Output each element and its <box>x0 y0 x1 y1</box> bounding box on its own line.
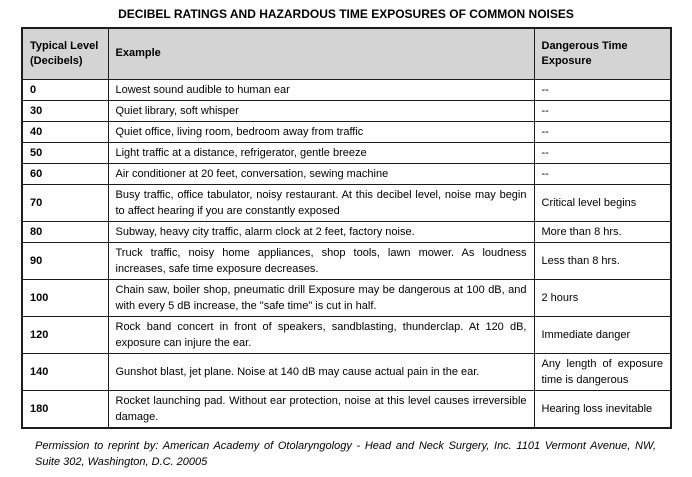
table-row <box>22 353 671 390</box>
table-row <box>22 184 671 221</box>
table-row <box>22 390 671 428</box>
example-value: Rock band concert in front of speakers, sandblasting, thunderclap. At 120 dB, exposure can injure the ear. <box>108 316 534 353</box>
level-value: 180 <box>22 390 108 428</box>
table-row <box>22 142 671 163</box>
level-value: 70 <box>22 184 108 221</box>
level-value: 90 <box>22 242 108 279</box>
example-value: Busy traffic, office tabulator, noisy restaurant. At this decibel level, noise may begin to affect hearing if you are constantly exposed <box>108 184 534 221</box>
example-value: Gunshot blast, jet plane. Noise at 140 dB may cause actual pain in the ear. <box>108 353 534 390</box>
level-value: 140 <box>22 353 108 390</box>
table-row <box>22 221 671 242</box>
example-value: Chain saw, boiler shop, pneumatic drill Exposure may be dangerous at 100 dB, and with every 5 dB increase, the "safe time" is cut in half. <box>108 279 534 316</box>
table-row <box>22 279 671 316</box>
exposure-value: Critical level begins <box>534 184 671 221</box>
example-value: Rocket launching pad. Without ear protection, noise at this level causes irreversible damage. <box>108 390 534 428</box>
exposure-value: More than 8 hrs. <box>534 221 671 242</box>
exposure-value: -- <box>534 79 671 100</box>
table-row <box>22 316 671 353</box>
level-value: 40 <box>22 121 108 142</box>
column-header-typical-level: Typical Level (Decibels) <box>22 28 108 79</box>
header-row <box>22 28 671 79</box>
level-value: 60 <box>22 163 108 184</box>
level-value: 120 <box>22 316 108 353</box>
exposure-value: -- <box>534 121 671 142</box>
table-row <box>22 79 671 100</box>
table-row <box>22 242 671 279</box>
example-value: Quiet library, soft whisper <box>108 100 534 121</box>
example-value: Air conditioner at 20 feet, conversation, sewing machine <box>108 163 534 184</box>
exposure-value: Less than 8 hrs. <box>534 242 671 279</box>
column-header-dangerous-time-exposure: Dangerous Time Exposure <box>534 28 671 79</box>
page-title: DECIBEL RATINGS AND HAZARDOUS TIME EXPOSURES OF COMMON NOISES <box>118 7 574 21</box>
exposure-value: Hearing loss inevitable <box>534 390 671 428</box>
exposure-value: Any length of exposure time is dangerous <box>534 353 671 390</box>
level-value: 80 <box>22 221 108 242</box>
level-value: 100 <box>22 279 108 316</box>
level-value: 30 <box>22 100 108 121</box>
table-row <box>22 100 671 121</box>
level-value: 0 <box>22 79 108 100</box>
exposure-value: 2 hours <box>534 279 671 316</box>
example-value: Truck traffic, noisy home appliances, shop tools, lawn mower. As loudness increases, safe time exposure decreases. <box>108 242 534 279</box>
level-value: 50 <box>22 142 108 163</box>
example-value: Subway, heavy city traffic, alarm clock at 2 feet, factory noise. <box>108 221 534 242</box>
exposure-value: -- <box>534 100 671 121</box>
example-value: Quiet office, living room, bedroom away from traffic <box>108 121 534 142</box>
example-value: Lowest sound audible to human ear <box>108 79 534 100</box>
exposure-value: -- <box>534 142 671 163</box>
attribution-note: Permission to reprint by: American Academy of Otolaryngology - Head and Neck Surgery, Inc. 1101 Vermont Avenue, NW, Suite 302, Washington, D.C. 20005 <box>35 439 656 468</box>
exposure-value: Immediate danger <box>534 316 671 353</box>
table-row <box>22 121 671 142</box>
column-header-example: Example <box>108 28 534 79</box>
table-row <box>22 163 671 184</box>
example-value: Light traffic at a distance, refrigerator, gentle breeze <box>108 142 534 163</box>
exposure-value: -- <box>534 163 671 184</box>
decibel-ratings-table <box>21 27 672 429</box>
